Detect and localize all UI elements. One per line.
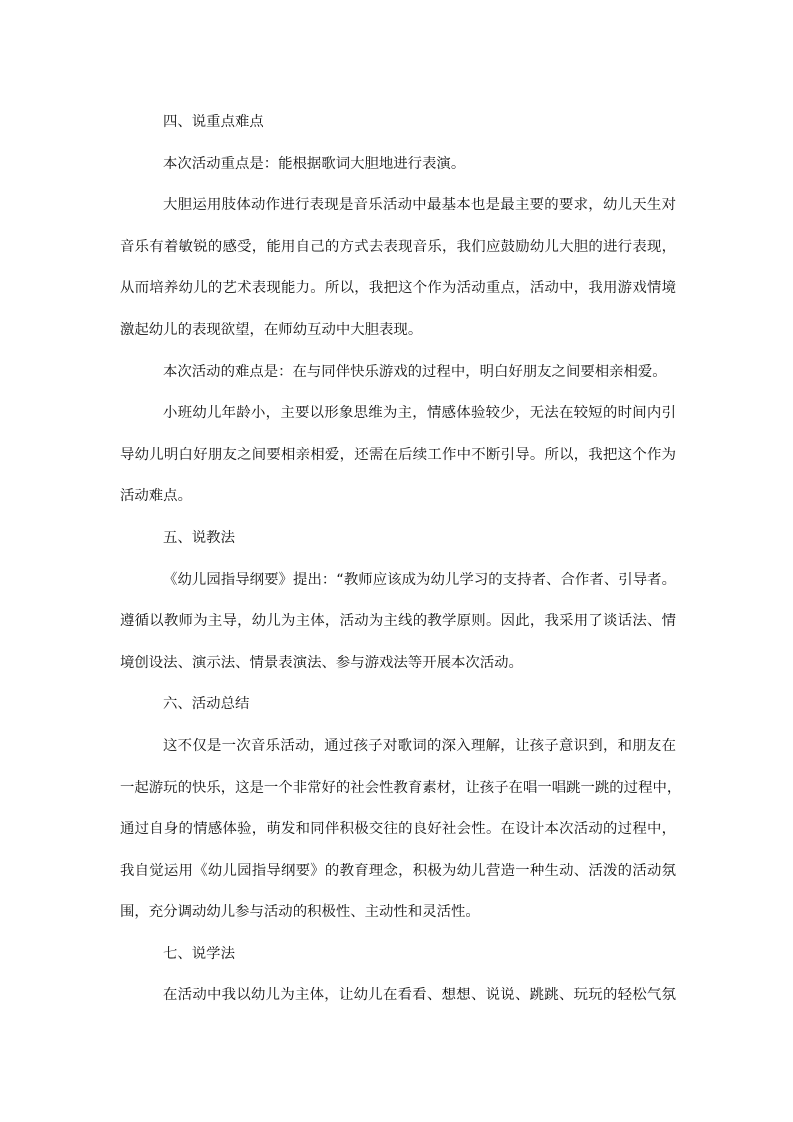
paragraph-line: 境创设法、演示法、情景表演法、参与游戏法等开展本次活动。: [120, 654, 523, 671]
section-heading: 六、活动总结: [163, 696, 250, 713]
paragraph-line: 一起游玩的快乐，这是一个非常好的社会性教育素材，让孩子在唱一唱跳一跳的过程中，: [120, 779, 682, 796]
section-heading: 四、说重点难点: [163, 114, 264, 130]
paragraph-line: 这不仅是一次音乐活动，通过孩子对歌词的深入理解，让孩子意识到，和朋友在: [163, 737, 676, 754]
paragraph-line: 我自觉运用《幼儿园指导纲要》的教育理念，积极为幼儿营造一种生动、活泼的活动氛: [120, 862, 676, 879]
paragraph: [120, 726, 682, 934]
paragraph-line: 在活动中我以幼儿为主体，让幼儿在看看、想想、说说、跳跳、玩玩的轻松气氛: [163, 987, 676, 1004]
paragraph: [120, 144, 676, 186]
section: [120, 934, 676, 1017]
section: [120, 102, 676, 518]
paragraph: [120, 393, 676, 518]
paragraph: [120, 560, 676, 685]
paragraph: [120, 352, 676, 394]
paragraph-line: 大胆运用肢体动作进行表现是音乐活动中最基本也是最主要的要求，幼儿天生对: [163, 197, 676, 214]
section-heading: 七、说学法: [163, 945, 235, 962]
paragraph-line: 通过自身的情感体验，萌发和同伴积极交往的良好社会性。在设计本次活动的过程中，: [120, 821, 676, 838]
paragraph-line: 本次活动重点是：能根据歌词大胆地进行表演。: [163, 155, 466, 172]
paragraph-line: 《幼儿园指导纲要》提出：“教师应该成为幼儿学习的支持者、合作者、引导者。: [163, 571, 676, 588]
paragraph: [120, 975, 676, 1017]
paragraph-line: 音乐有着敏锐的感受，能用自己的方式去表现音乐，我们应鼓励幼儿大胆的进行表现，: [120, 238, 676, 255]
paragraph-line: 本次活动的难点是：在与同伴快乐游戏的过程中，明白好朋友之间要相亲相爱。: [163, 363, 667, 380]
section: [120, 684, 682, 934]
paragraph-line: 从而培养幼儿的艺术表现能力。所以，我把这个作为活动重点，活动中，我用游戏情境: [120, 280, 676, 297]
document-body: [120, 102, 682, 1017]
paragraph-line: 遵循以教师为主导，幼儿为主体，活动为主线的教学原则。因此，我采用了谈话法、情: [120, 613, 676, 630]
paragraph-line: 小班幼儿年龄小，主要以形象思维为主，情感体验较少，无法在较短的时间内引: [163, 405, 676, 422]
section-heading: 五、说教法: [163, 529, 235, 546]
paragraph: [120, 185, 676, 351]
paragraph-line: 导幼儿明白好朋友之间要相亲相爱，还需在后续工作中不断引导。所以，我把这个作为: [120, 446, 676, 463]
section: [120, 518, 676, 684]
paragraph-line: 围，充分调动幼儿参与活动的积极性、主动性和灵活性。: [120, 904, 480, 921]
paragraph-line: 活动难点。: [120, 488, 192, 505]
paragraph-line: 激起幼儿的表现欲望，在师幼互动中大胆表现。: [120, 321, 423, 338]
